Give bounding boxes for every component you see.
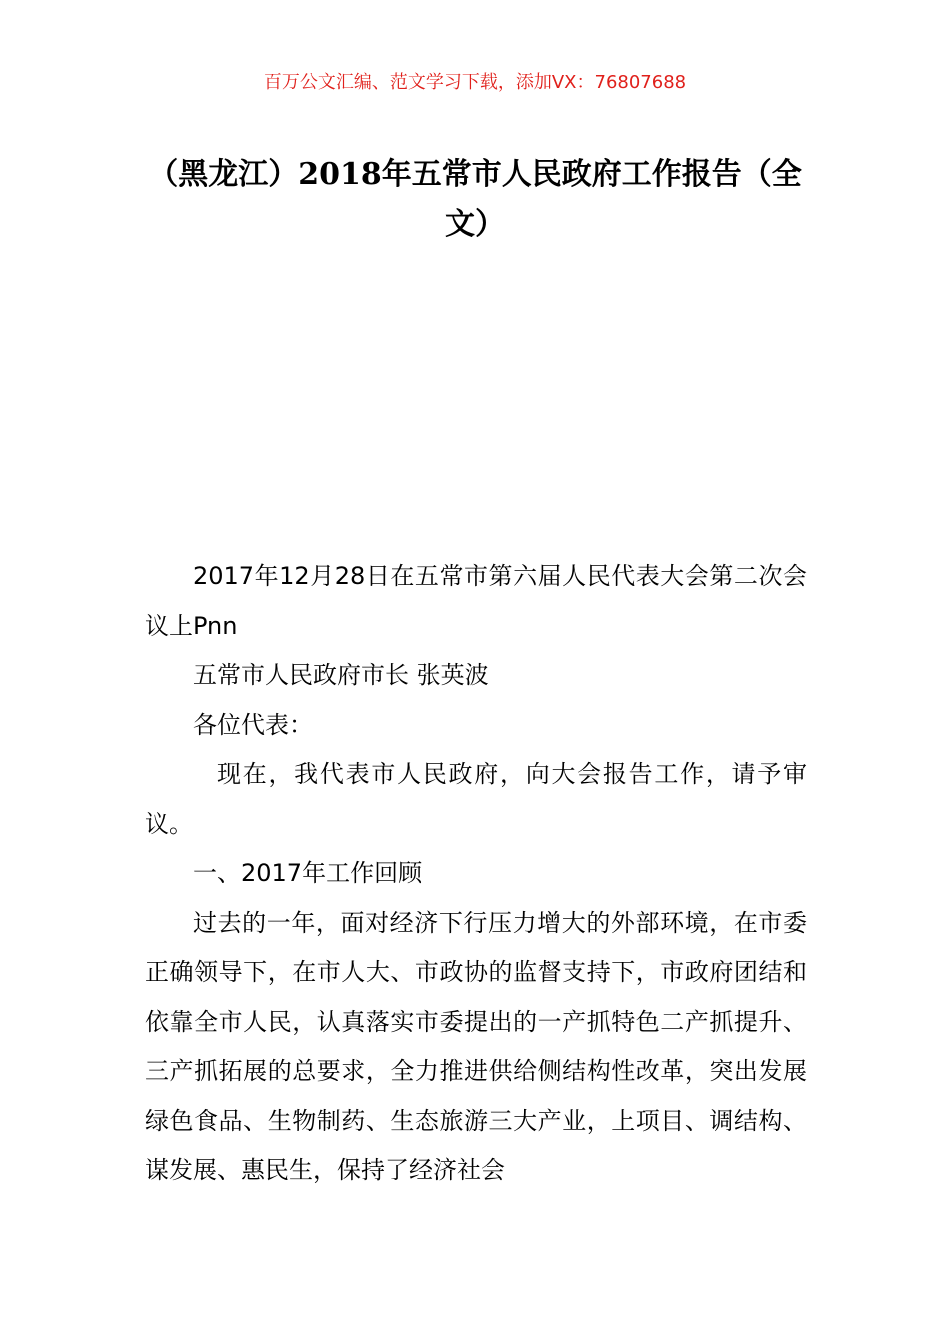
header-note: 百万公文汇编、范文学习下载，添加VX：76807688 <box>263 72 687 93</box>
section-heading-review: 一、2017年工作回顾 <box>193 859 423 887</box>
paragraph-meeting-info: 2017年12月28日在五常市第六届人民代表大会第二次会议上Pnn <box>145 562 807 640</box>
paragraph-speaker: 五常市人民政府市长 张英波 <box>193 661 489 689</box>
document-body <box>145 552 807 1196</box>
paragraph-salutation: 各位代表： <box>193 710 313 739</box>
paragraph-review: 过去的一年，面对经济下行压力增大的外部环境，在市委正确领导下，在市人大、市政协的监督支持下，市政府团结和依靠全市人民，认真落实市委提出的一产抓特色二产抓提升、三产抓拓展的总要求，全力推进供给侧结构性改革，突出发展绿色食品、生物制药、生态旅游三大产业，上项目、调结构、谋发展、惠民生，保持了经济社会 <box>145 908 807 1184</box>
paragraph-intro: 现在，我代表市人民政府，向大会报告工作，请予审议。 <box>145 760 807 838</box>
document-title: （黑龙江）2018年五常市人民政府工作报告（全文） <box>148 157 802 242</box>
